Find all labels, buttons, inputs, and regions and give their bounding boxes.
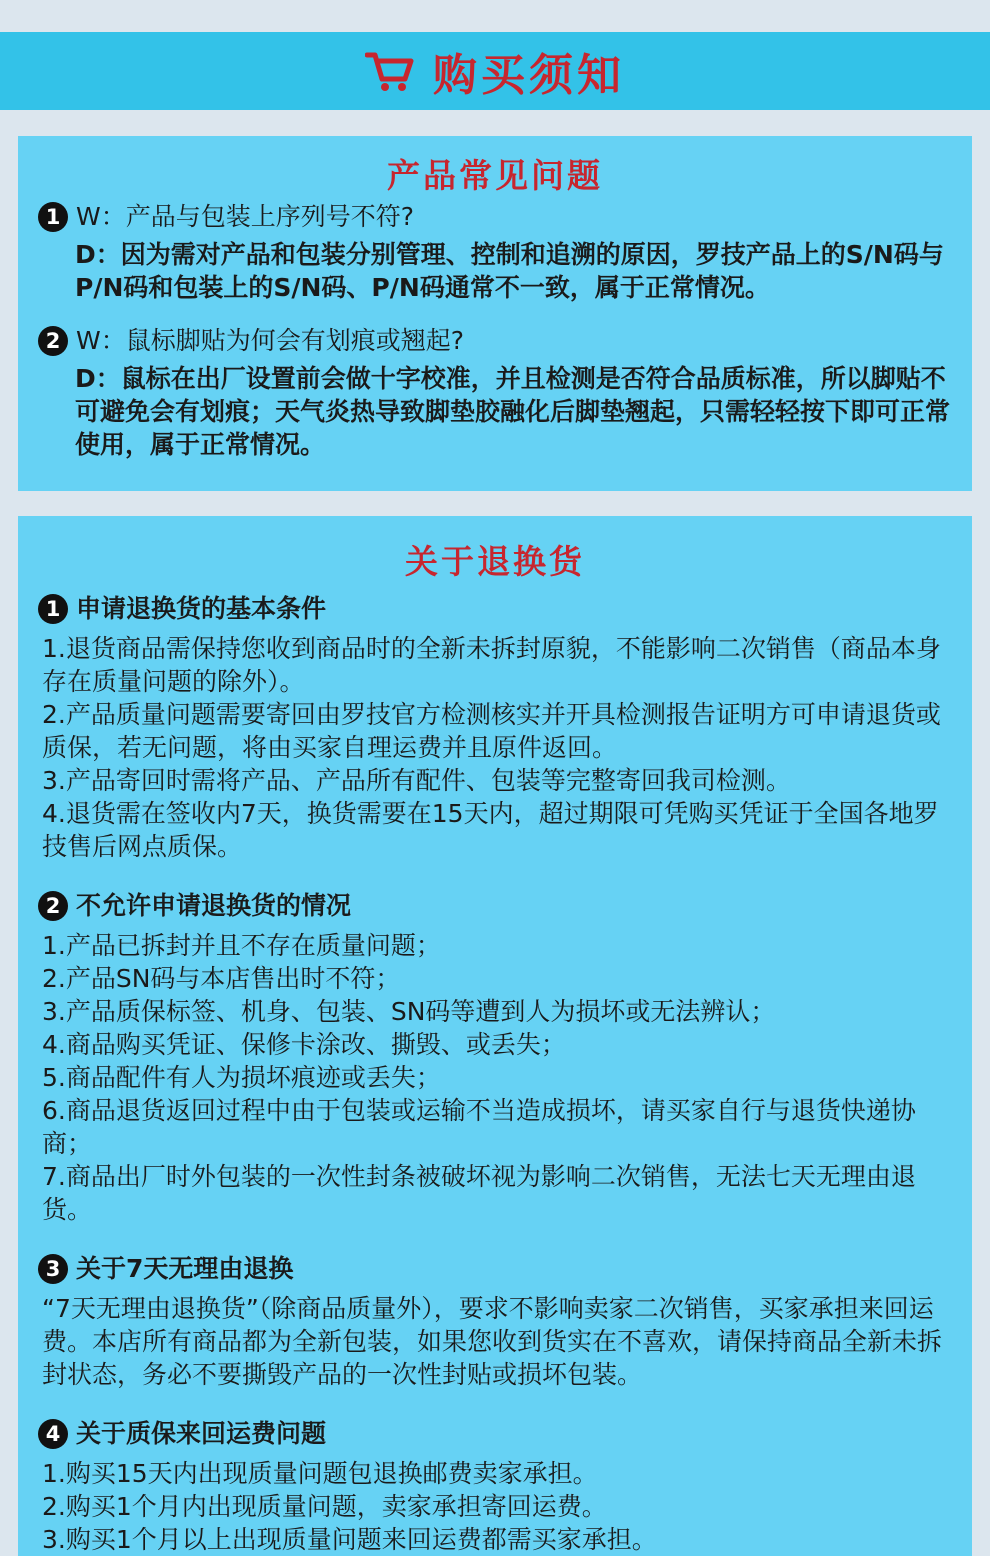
list-item: 4.商品购买凭证、保修卡涂改、撕毁、或丢失； xyxy=(42,1030,566,1059)
list-item: 1.产品已拆封并且不存在质量问题； xyxy=(42,931,441,960)
paragraph: “7天无理由退换货”（除商品质量外），要求不影响卖家二次销售，买家承担来回运费。本店所有商品都为全新包装，如果您收到货实在不喜欢，请保持商品全新未拆封状态，务必不要撕毁产品的一次性封贴或损坏包装。 xyxy=(42,1294,943,1389)
faq-question xyxy=(38,324,952,358)
faq-item xyxy=(38,324,952,461)
heading-text: 申请退换货的基本条件 xyxy=(76,594,327,623)
section-body xyxy=(38,632,952,863)
heading-text: 关于7天无理由退换 xyxy=(76,1254,294,1283)
page-title: 购买须知 xyxy=(433,50,625,101)
list-item: 6.商品退货返回过程中由于包装或运输不当造成损坏，请买家自行与退货快递协商； xyxy=(42,1096,916,1158)
list-item: 3.购买1个月以上出现质量问题来回运费都需买家承担。 xyxy=(42,1525,657,1554)
number-badge: 1 xyxy=(38,202,68,232)
list-item: 2.购买1个月内出现质量问题，卖家承担寄回运费。 xyxy=(42,1492,607,1521)
section-heading xyxy=(38,889,952,923)
returns-title: 关于退换货 xyxy=(405,542,585,581)
number-badge: 2 xyxy=(38,326,68,356)
number-badge: 3 xyxy=(38,1254,68,1284)
header-banner xyxy=(0,32,990,110)
section-heading xyxy=(38,592,952,626)
section-body xyxy=(38,1457,952,1556)
heading-text: 关于质保来回运费问题 xyxy=(76,1419,327,1448)
list-item: 3.产品寄回时需将产品、产品所有配件、包装等完整寄回我司检测。 xyxy=(42,766,791,795)
list-item: 1.退货商品需保持您收到商品时的全新未拆封原貌，不能影响二次销售（商品本身存在质量问题的除外）。 xyxy=(42,634,941,696)
number-badge: 1 xyxy=(38,594,68,624)
section-heading xyxy=(38,1417,952,1451)
list-item: 2.产品SN码与本店售出时不符； xyxy=(42,964,401,993)
heading-text: 不允许申请退换货的情况 xyxy=(76,891,352,920)
section-body xyxy=(38,929,952,1226)
returns-panel xyxy=(18,516,972,1556)
header-inner xyxy=(365,39,625,103)
faq-panel xyxy=(18,136,972,491)
list-item: 3.产品质保标签、机身、包装、SN码等遭到人为损坏或无法辨认； xyxy=(42,997,776,1026)
faq-item xyxy=(38,200,952,304)
number-badge: 2 xyxy=(38,891,68,921)
faq-title: 产品常见问题 xyxy=(387,156,603,195)
list-item: 1.购买15天内出现质量问题包退换邮费卖家承担。 xyxy=(42,1459,598,1488)
section-heading xyxy=(38,1252,952,1286)
faq-question xyxy=(38,200,952,234)
cart-icon xyxy=(365,49,415,93)
question-text: W：产品与包装上序列号不符? xyxy=(76,202,414,231)
faq-answer: D：鼠标在出厂设置前会做十字校准，并且检测是否符合品质标准，所以脚贴不可避免会有划痕；天气炎热导致脚垫胶融化后脚垫翘起，只需轻轻按下即可正常使用，属于正常情况。 xyxy=(75,364,951,459)
list-item: 5.商品配件有人为损坏痕迹或丢失； xyxy=(42,1063,441,1092)
faq-answer: D：因为需对产品和包装分别管理、控制和追溯的原因，罗技产品上的S/N码与P/N码和包装上的S/N码、P/N码通常不一致，属于正常情况。 xyxy=(75,240,944,302)
number-badge: 4 xyxy=(38,1419,68,1449)
list-item: 2.产品质量问题需要寄回由罗技官方检测核实并开具检测报告证明方可申请退货或质保，若无问题，将由买家自理运费并且原件返回。 xyxy=(42,700,941,762)
question-text: W：鼠标脚贴为何会有划痕或翘起? xyxy=(76,326,464,355)
section-body xyxy=(38,1292,952,1391)
list-item: 4.退货需在签收内7天，换货需要在15天内，超过期限可凭购买凭证于全国各地罗技售后网点质保。 xyxy=(42,799,939,861)
list-item: 7.商品出厂时外包装的一次性封条被破坏视为影响二次销售，无法七天无理由退货。 xyxy=(42,1162,916,1224)
